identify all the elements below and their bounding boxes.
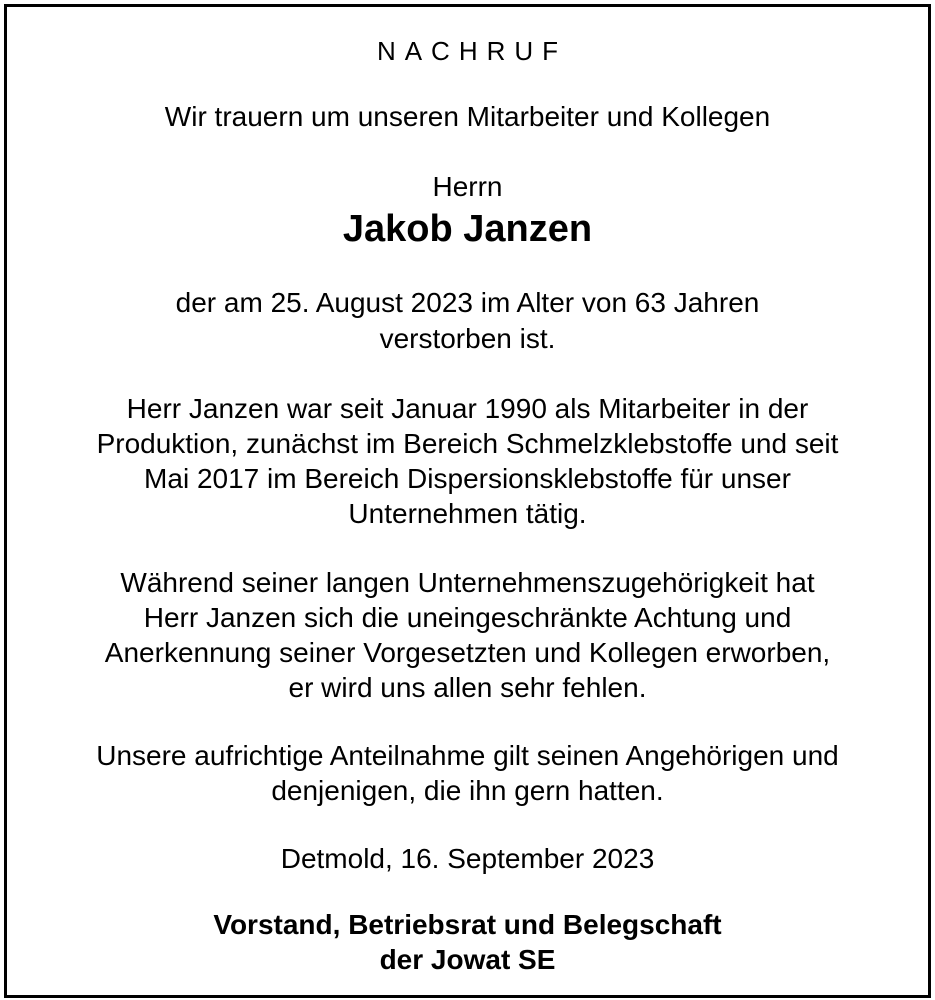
tribute-line-4: er wird uns allen sehr fehlen. xyxy=(288,672,647,703)
death-line-1: der am 25. August 2023 im Alter von 63 Jahren xyxy=(175,287,760,318)
career-line-4: Unternehmen tätig. xyxy=(348,498,587,529)
deceased-name: Jakob Janzen xyxy=(342,208,593,250)
notice-heading: NACHRUF xyxy=(376,36,568,66)
career-line-1: Herr Janzen war seit Januar 1990 als Mitarbeiter in der xyxy=(126,393,809,424)
signature-line-1: Vorstand, Betriebsrat und Belegschaft xyxy=(213,909,722,940)
tribute-line-2: Herr Janzen sich die uneingeschränkte Achtung und xyxy=(143,602,792,633)
career-line-2: Produktion, zunächst im Bereich Schmelzklebstoffe und seit xyxy=(96,428,839,459)
signature-line-2: der Jowat SE xyxy=(379,944,556,975)
place-date: Detmold, 16. September 2023 xyxy=(280,843,655,874)
condolence-line-2: denjenigen, die ihn gern hatten. xyxy=(271,775,664,806)
condolence-line-1: Unsere aufrichtige Anteilnahme gilt seinen Angehörigen und xyxy=(96,740,839,771)
death-line-2: verstorben ist. xyxy=(379,323,556,354)
tribute-line-1: Während seiner langen Unternehmenszugehörigkeit hat xyxy=(120,567,815,598)
career-line-3: Mai 2017 im Bereich Dispersionsklebstoffe für unser xyxy=(144,463,791,494)
tribute-line-3: Anerkennung seiner Vorgesetzten und Kollegen erworben, xyxy=(104,637,831,668)
intro-text: Wir trauern um unseren Mitarbeiter und Kollegen xyxy=(164,101,771,132)
salutation: Herrn xyxy=(432,171,503,202)
